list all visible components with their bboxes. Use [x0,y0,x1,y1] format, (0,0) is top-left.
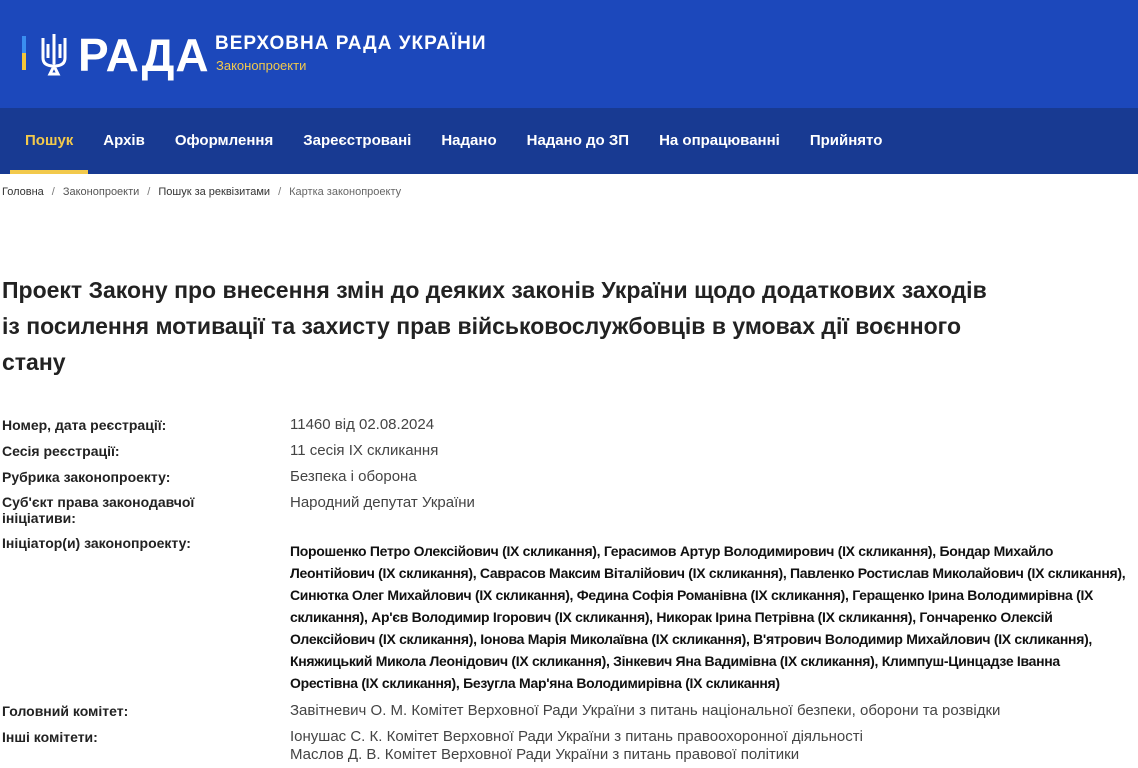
detail-row [0,494,1138,526]
breadcrumb-current: Картка законопроекту [289,186,402,198]
initiators-list: Порошенко Петро Олексійович (IX скликання), Герасимов Артур Володимирович (IX скликання), Бондар Михайло Леонтійович (IX скликання), Саврасов Максим Віталійович (IX скликання), Павленко Ростислав Миколайович (IX скликання), Синютка Олег Михайлович (IX скликання), Федина Софія Романівна (IX скликання), Геращенко Ірина Володимирівна (IX скликання), Ар'єв Володимир Ігорович (IX скликання), Никорак Ірина Петрівна (IX скликання), Гончаренко Олексій Олексійович (IX скликання), Іонова Марія Миколаївна (IX скликання), В'ятрович Володимир Михайлович (IX скликання), Княжицький Микола Леонідович (IX скликання), Зінкевич Яна Вадимівна (IX скликання), Климпуш-Цинцадзе Іванна Орестівна (IX скликання), Безугла Мар'яна Володимирівна (IX скликання) [290,543,1126,691]
detail-row [0,534,1138,694]
detail-label: Ініціатор(и) законопроекту: [2,535,191,551]
breadcrumb: Головна / Законопроекти / Пошук за реквізитами / Картка законопроекту [2,186,402,198]
detail-label: Суб'єкт права законодавчої ініціативи: [2,494,195,526]
nav-registered[interactable]: Зареєстровані [303,132,412,149]
nav-search[interactable]: Пошук [10,108,88,174]
detail-label: Інші комітети: [2,729,98,745]
trident-icon[interactable] [40,32,68,78]
site-subtitle[interactable]: Законопроекти [216,58,307,73]
nav-in-processing[interactable]: На опрацюванні [659,132,780,149]
logo-text[interactable]: РАДА [78,29,210,81]
detail-row [0,442,1138,460]
detail-value [290,728,1138,764]
detail-value: Завітневич О. М. Комітет Верховної Ради України з питань національної безпеки, оборони та розвідки [290,702,1001,719]
nav-archive[interactable]: Архів [103,132,145,149]
flag-icon [22,36,26,70]
breadcrumb-bills[interactable]: Законопроекти [62,186,140,198]
site-header [0,0,1138,108]
breadcrumb-home[interactable]: Головна [2,186,44,198]
detail-label: Рубрика законопроекту: [2,469,171,485]
detail-value: 11 сесія IX скликання [290,442,439,459]
detail-value: Народний депутат України [290,494,475,511]
detail-value: Безпека і оборона [290,468,417,485]
breadcrumb-search[interactable]: Пошук за реквізитами [158,186,271,198]
page-title: Проект Закону про внесення змін до деяких законів України щодо додаткових заходів із посилення мотивації та захисту прав військовослужбовців в умовах дії воєнного стану [2,277,987,375]
nav-adopted[interactable]: Прийнято [809,132,883,149]
detail-label: Сесія реєстрації: [2,443,120,459]
committee: Іонушас С. К. Комітет Верховної Ради України з питань правоохоронної діяльності [290,728,863,745]
detail-row [0,416,1138,434]
committee: Маслов Д. В. Комітет Верховної Ради України з питань правової політики [290,746,800,763]
nav-provided[interactable]: Надано [441,132,497,149]
bill-details [0,416,1138,764]
site-title[interactable]: ВЕРХОВНА РАДА УКРАЇНИ [215,33,487,54]
nav-drafting[interactable]: Оформлення [174,132,274,149]
detail-row [0,728,1138,764]
nav-provided-zp[interactable]: Надано до ЗП [526,132,630,149]
detail-value: 11460 від 02.08.2024 [290,416,435,433]
detail-label: Головний комітет: [2,703,129,719]
detail-row [0,702,1138,720]
detail-label: Номер, дата реєстрації: [2,417,167,433]
detail-row [0,468,1138,486]
main-nav [0,108,1138,174]
